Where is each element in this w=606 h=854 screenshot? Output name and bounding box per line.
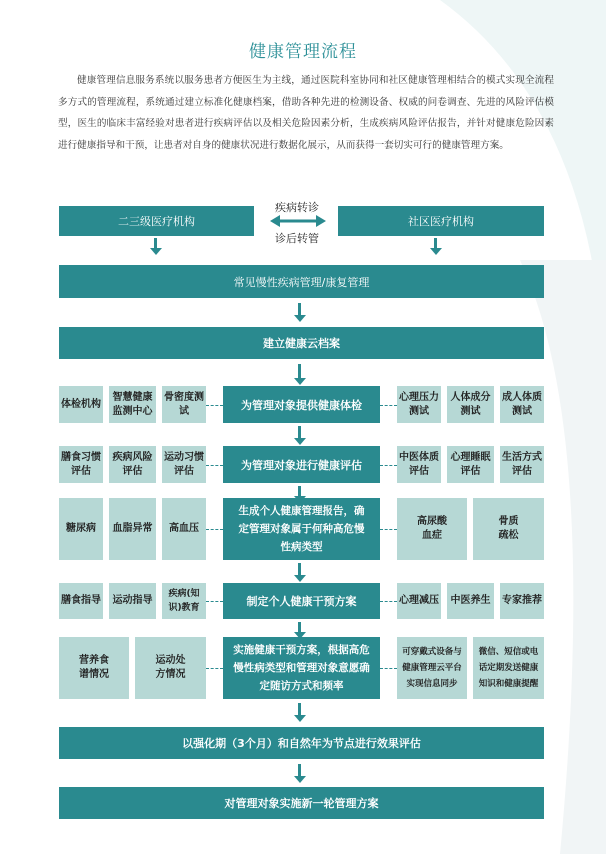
adult-fitness-test-box: 成人体质测试: [500, 386, 544, 423]
dyslipidemia-box: 血脂异常: [109, 498, 156, 560]
expert-recommend-box: 专家推荐: [500, 583, 544, 619]
down-arrow-icon: [294, 303, 306, 323]
connector-dash: [380, 668, 397, 669]
post-diagnosis-label: 诊后转管: [275, 232, 319, 245]
lifestyle-eval-box: 生活方式评估: [500, 446, 544, 483]
message-reminder-box: 微信、短信或电话定期发送健康知识和健康提醒: [473, 637, 544, 699]
exercise-prescription-box: 运动处方情况: [135, 637, 206, 699]
tcm-constitution-eval-box: 中医体质评估: [397, 446, 441, 483]
chronic-management-bar: 常见慢性疾病管理/康复管理: [59, 265, 544, 298]
disease-risk-eval-box: 疾病风险评估: [109, 446, 156, 483]
exercise-guidance-box: 运动指导: [109, 583, 156, 619]
hyperuricemia-box: 高尿酸血症: [397, 498, 467, 560]
referral-label: 疾病转诊: [275, 201, 319, 214]
tier-hospital-box: 二三级医疗机构: [59, 206, 254, 236]
nutrition-recipe-box: 营养食谱情况: [59, 637, 129, 699]
provide-checkup-box: 为管理对象提供健康体检: [223, 386, 380, 423]
diabetes-box: 糖尿病: [59, 498, 103, 560]
connector-dash: [380, 465, 397, 466]
exam-org-box: 体检机构: [59, 386, 103, 423]
bone-density-test-box: 骨密度测试: [162, 386, 206, 423]
community-hospital-box: 社区医疗机构: [338, 206, 544, 236]
intervention-plan-box: 制定个人健康干预方案: [223, 583, 380, 619]
down-arrow-icon: [294, 563, 306, 583]
connector-dash: [380, 601, 397, 602]
down-arrow-icon: [294, 703, 306, 723]
double-arrow-icon: [270, 215, 326, 227]
disease-education-box: 疾病(知识)教育: [162, 583, 206, 619]
exercise-habit-eval-box: 运动习惯评估: [162, 446, 206, 483]
down-arrow-icon: [150, 238, 162, 256]
connector-dash: [206, 529, 223, 530]
page-title: 健康管理流程: [249, 42, 357, 62]
intro-paragraph: 健康管理信息服务系统以服务患者方便医生为主线，通过医院科室协同和社区健康管理相结合的模式实现全流程多方式的管理流程，系统通过建立标准化健康档案，借助各种先进的检测设备、权威的问卷调查、先进的风险评估模型，医生的临床丰富经验对患者进行疾病评估以及相关危险因素分析，生成疾病风险评估报告，并针对健康危险因素进行健康指导和干预，让患者对自身的健康状况进行数据化展示，从而获得一套切实可行的健康管理方案。: [58, 75, 554, 151]
down-arrow-icon: [430, 238, 442, 256]
down-arrow-icon: [294, 426, 306, 446]
diet-guidance-box: 膳食指导: [59, 583, 103, 619]
health-report-box: 生成个人健康管理报告，确定管理对象属于何种高危慢性病类型: [223, 498, 380, 560]
health-archive-bar: 建立健康云档案: [59, 327, 544, 359]
down-arrow-icon: [294, 764, 306, 784]
down-arrow-icon: [294, 364, 306, 386]
connector-dash: [380, 529, 397, 530]
diet-habit-eval-box: 膳食习惯评估: [59, 446, 103, 483]
connector-dash: [380, 405, 397, 406]
connector-dash: [206, 405, 223, 406]
implement-plan-box: 实施健康干预方案，根据高危慢性病类型和管理对象意愿确定随访方式和频率: [223, 637, 380, 699]
wearable-sync-box: 可穿戴式设备与健康管理云平台实现信息同步: [397, 637, 467, 699]
effect-evaluation-bar: 以强化期（3个月）和自然年为节点进行效果评估: [59, 727, 544, 759]
psych-stress-test-box: 心理压力测试: [397, 386, 441, 423]
psych-sleep-eval-box: 心理睡眠评估: [447, 446, 494, 483]
body-composition-test-box: 人体成分测试: [447, 386, 494, 423]
health-assessment-box: 为管理对象进行健康评估: [223, 446, 380, 483]
connector-dash: [206, 668, 223, 669]
osteoporosis-box: 骨质疏松: [473, 498, 544, 560]
hypertension-box: 高血压: [162, 498, 206, 560]
stress-relief-box: 心理减压: [397, 583, 441, 619]
new-round-plan-bar: 对管理对象实施新一轮管理方案: [59, 787, 544, 819]
connector-dash: [206, 601, 223, 602]
connector-dash: [206, 465, 223, 466]
tcm-wellness-box: 中医养生: [447, 583, 494, 619]
smart-monitor-center-box: 智慧健康监测中心: [109, 386, 156, 423]
